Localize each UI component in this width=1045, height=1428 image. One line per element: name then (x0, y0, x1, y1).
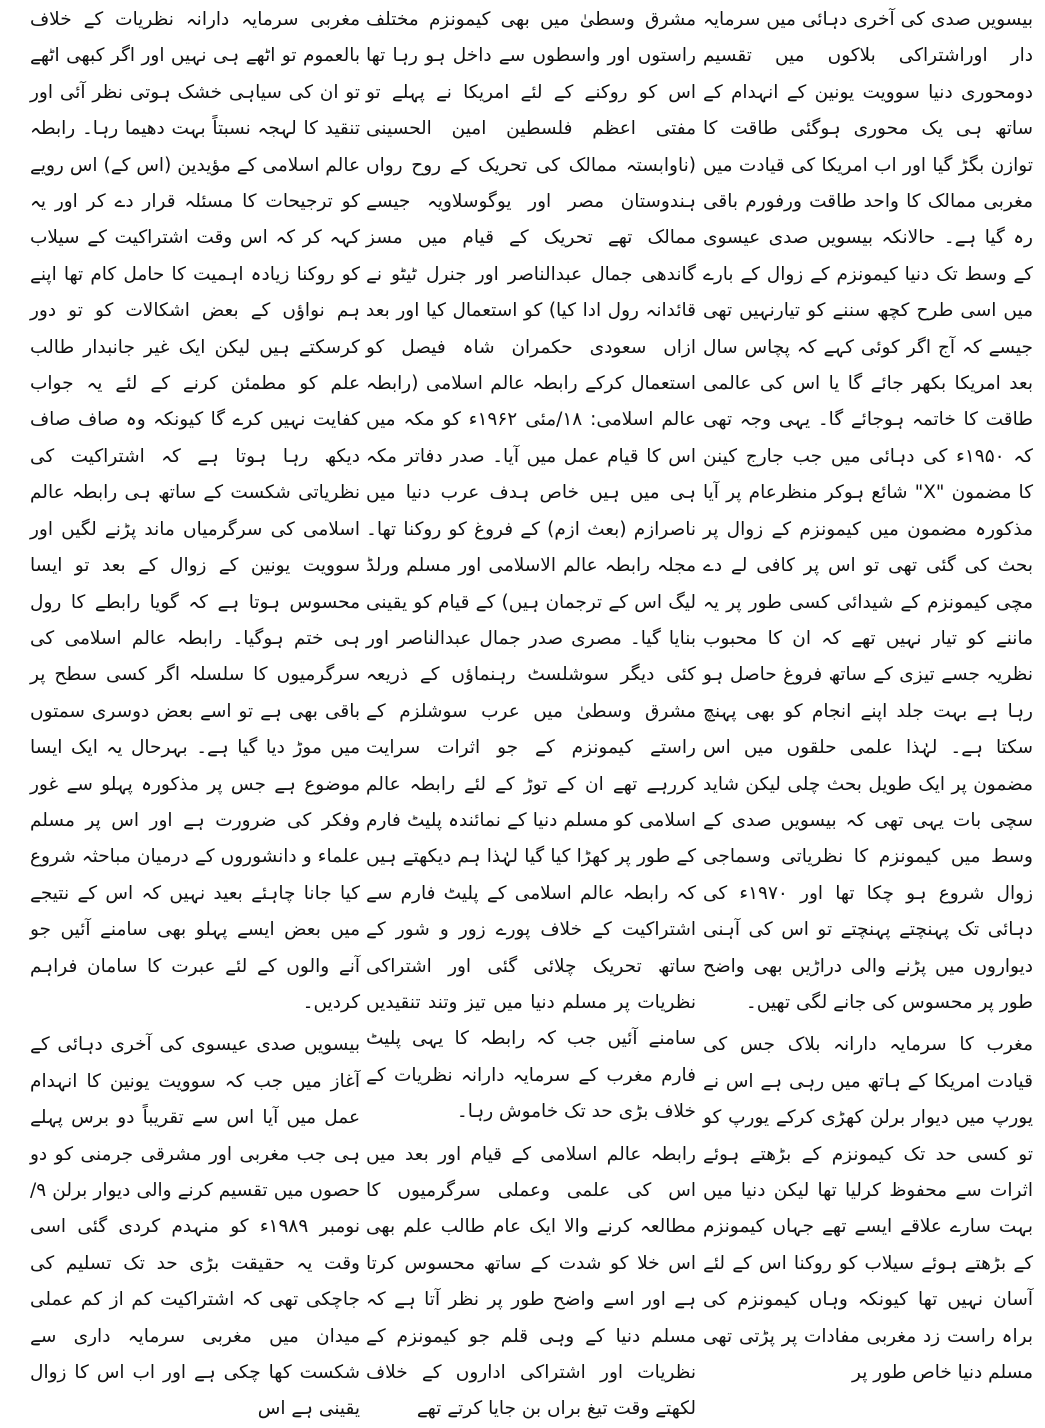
paragraph: بیسویں صدی کی آخری دہائی میں سرمایہ دار اوراشتراکی بلاکوں میں تقسیم دومحوری دنیا سوویت یونین کے انہدام کے ساتھ ہی یک محوری ہوگئی طاقت کا توازن بگڑ گیا اور اب امریکا کی قیادت میں مغربی ممالک کا واحد طاقت ورفورم باقی رہ گیا ہے۔ حالانکہ بیسویں صدی عیسوی کے وسط تک دنیا کیمونزم کے زوال کے بارے میں اسی طرح کچھ سننے کو تیارنہیں تھی جیسے کہ آج اگر کوئی کہے کہ پچاس سال بعد امریکا بکھر جائے گا یا اس کی عالمی طاقت کا خاتمہ ہوجائے گا۔ یہی وجہ تھی کہ ۱۹۵۰ء کی دہائی میں جب جارج کینن کا مضمون "X" شائع ہوکر منظرعام پر آیا مذکورہ مضمون میں کیمونزم کے زوال پر بحث کی گئی تھی تو اس پر کافی لے دے مچی کیمونزم کے شیدائی کسی طور پر یہ ماننے کو تیار نہیں تھے کہ ان کا محبوب نظریہ جسے تیزی کے ساتھ فروغ حاصل ہو رہا ہے بہت جلد اپنے انجام کو بھی پہنچ سکتا ہے۔ لہٰذا علمی حلقوں میں اس مضمون پر ایک طویل بحث چلی لیکن شاید سچی بات یہی تھی کہ بیسویں صدی کے وسط میں کیمونزم کا نظریاتی وسماجی زوال شروع ہو چکا تھا اور ۱۹۷۰ء کی دہائی تک پہنچتے پہنچتے تو اس کی آہنی دیواروں میں پڑنے والی دراڑیں بھی واضح طور پر محسوس کی جانے لگی تھیں۔ (703, 9, 1034, 1013)
paragraph: مغرب کا سرمایہ دارانہ بلاک جس کی قیادت امریکا کے ہاتھ میں رہی ہے اس نے یورپ میں دیوار برلن کھڑی کرکے یورپ کو تو کسی حد تک کیمونزم کے بڑھتے ہوئے اثرات سے محفوظ کرلیا تھا لیکن دنیا میں بہت سارے علاقے ایسے تھے جہاں کیمونزم کے بڑھتے ہوئے سیلاب کو روکنا اس کے لئے آسان نہیں تھا کیونکہ وہاں کیمونزم کی براہ راست زد مغربی مفادات پر پڑتی تھی مسلم دنیا خاص طور پر (703, 1034, 1033, 1384)
paragraph: مشرق وسطیٰ میں بھی کیمونزم مختلف راستوں اور واسطوں سے داخل ہو رہا تھا اس کو روکنے کے لئے امریکا نے پہلے تو مفتی اعظم فلسطین امین الحسینی (ناوابستہ ممالک کی تحریک کے روح رواں ہندوستان مصر اور یوگوسلاویہ جیسے ممالک تھے تحریک کے قیام میں مسز گاندھی جمال عبدالناصر اور جنرل ٹیٹو نے قائدانہ رول ادا کیا) کو استعمال کیا اور بعد ازاں سعودی حکمران شاہ فیصل کو استعمال کرکے رابطہ عالم اسلامی (رابطہ عالم اسلامی: ۱۸/مئی ۱۹۶۲ء کو مکہ میں اس کا قیام عمل میں آیا۔ صدر دفاتر مکہ ہی میں ہیں خاص ہدف عرب دنیا میں ناصرازم (بعث ازم) کے فروغ کو روکنا تھا۔ مجلہ رابطہ عالم الاسلامی اور مسلم ورلڈ لیگ اس کے ترجمان ہیں) کے قیام کو یقینی بنایا گیا۔ مصری صدر جمال عبدالناصر اور کئی دیگر سوشلسٹ رہنماؤں کے ذریعہ مشرق وسطیٰ میں عرب سوشلزم کے راستے کیمونزم کے جو اثرات سرایت کررہے تھے ان کے توڑ کے لئے رابطہ عالم اسلامی کو مسلم دنیا کے نمائندہ پلیٹ فارم کے طور پر کھڑا کیا گیا لہٰذا ہم دیکھتے ہیں کہ رابطہ عالم اسلامی کے پلیٹ فارم سے اشتراکیت کے خلاف پورے زور و شور کے ساتھ تحریک چلائی گئی اور اشتراکی نظریات پر مسلم دنیا میں تیز وتند تنقیدیں سامنے آئیں جب کہ رابطہ کا یہی پلیٹ فارم مغرب کے سرمایہ دارانہ نظریات کے خلاف بڑی حد تک خاموش رہا۔ (366, 9, 696, 1123)
article-column-left (30, 0, 360, 1420)
paragraph: رابطہ عالم اسلامی کے قیام اور بعد میں اس کی علمی وعملی سرگرمیوں کا مطالعہ کرنے والا ایک عام طالب علم بھی اس خلا کو شدت کے ساتھ محسوس کرتا ہے اور اسے واضح طور پر نظر آتا ہے کہ مسلم دنیا کے وہی قلم جو کیمونزم کے نظریات اور اشتراکی اداروں کے خلاف لکھتے وقت تیغ براں بن جایا کرتے تھے (366, 1143, 696, 1420)
article-column-right (703, 0, 1034, 1384)
paragraph: بیسویں صدی عیسوی کی آخری دہائی کے آغاز میں جب کہ سوویت یونین کا انہدام عمل میں آیا اس سے تقریباً دو برس پہلے ہی جب مغربی اور مشرقی جرمنی کو دو حصوں میں تقسیم کرنے والی دیوار برلن ۹/نومبر ۱۹۸۹ء کو منہدم کردی گئی اسی وقت یہ حقیقت بڑی حد تک تسلیم کی جاچکی تھی کہ اشتراکیت کم از کم عملی میدان میں مغربی سرمایہ داری سے شکست کھا چکی ہے اور اب اس کا زوال یقینی ہے اس (30, 1034, 360, 1420)
paragraph: مغربی سرمایہ دارانہ نظریات کے خلاف بالعموم تو اٹھے ہی نہیں اور اگر کبھی اٹھے تو ان کی سیاہی خشک ہوتی نظر آئی اور تنقید کا لہجہ نسبتاً بہت دھیما رہا۔ رابطہ عالم اسلامی کے مؤیدین (اس کے) اس رویے کو ترجیحات کا مسئلہ قرار دے کر اور یہ کہہ کر کہ اس وقت اشتراکیت کے سیلاب کو روکنا زیادہ اہمیت کا حامل کام تھا اپنے ہم نواؤں کے بعض اشکالات کو تو دور کرسکتے ہیں لیکن ایک غیر جانبدار طالب علم کو مطمئن کرنے کے لئے یہ جواب کفایت نہیں کرے گا کیونکہ وہ صاف صاف دیکھ رہا ہوتا ہے کہ اشتراکیت کی نظریاتی شکست کے ساتھ ہی رابطہ عالم اسلامی کی سرگرمیاں ماند پڑنے لگیں اور سوویت یونین کے زوال کے بعد تو ایسا محسوس ہوتا ہے کہ گویا رابطے کا رول ہی ختم ہوگیا۔ رابطہ عالم اسلامی کی سرگرمیوں کا سلسلہ اگر کسی سطح پر باقی بھی ہے تو اسے بعض دوسری سمتوں میں موڑ دیا گیا ہے۔ بہرحال یہ ایک ایسا موضوع ہے جس پر مذکورہ پہلو سے غور وفکر کی ضرورت ہے اور اس پر مسلم علماء و دانشوروں کے درمیان مباحثہ شروع کیا جانا چاہئے بعید نہیں کہ اس کے نتیجے میں بعض ایسے پہلو بھی سامنے آئیں جو آنے والوں کے لئے عبرت کا سامان فراہم کردیں۔ (30, 9, 360, 1013)
article-column-middle (366, 0, 696, 1420)
